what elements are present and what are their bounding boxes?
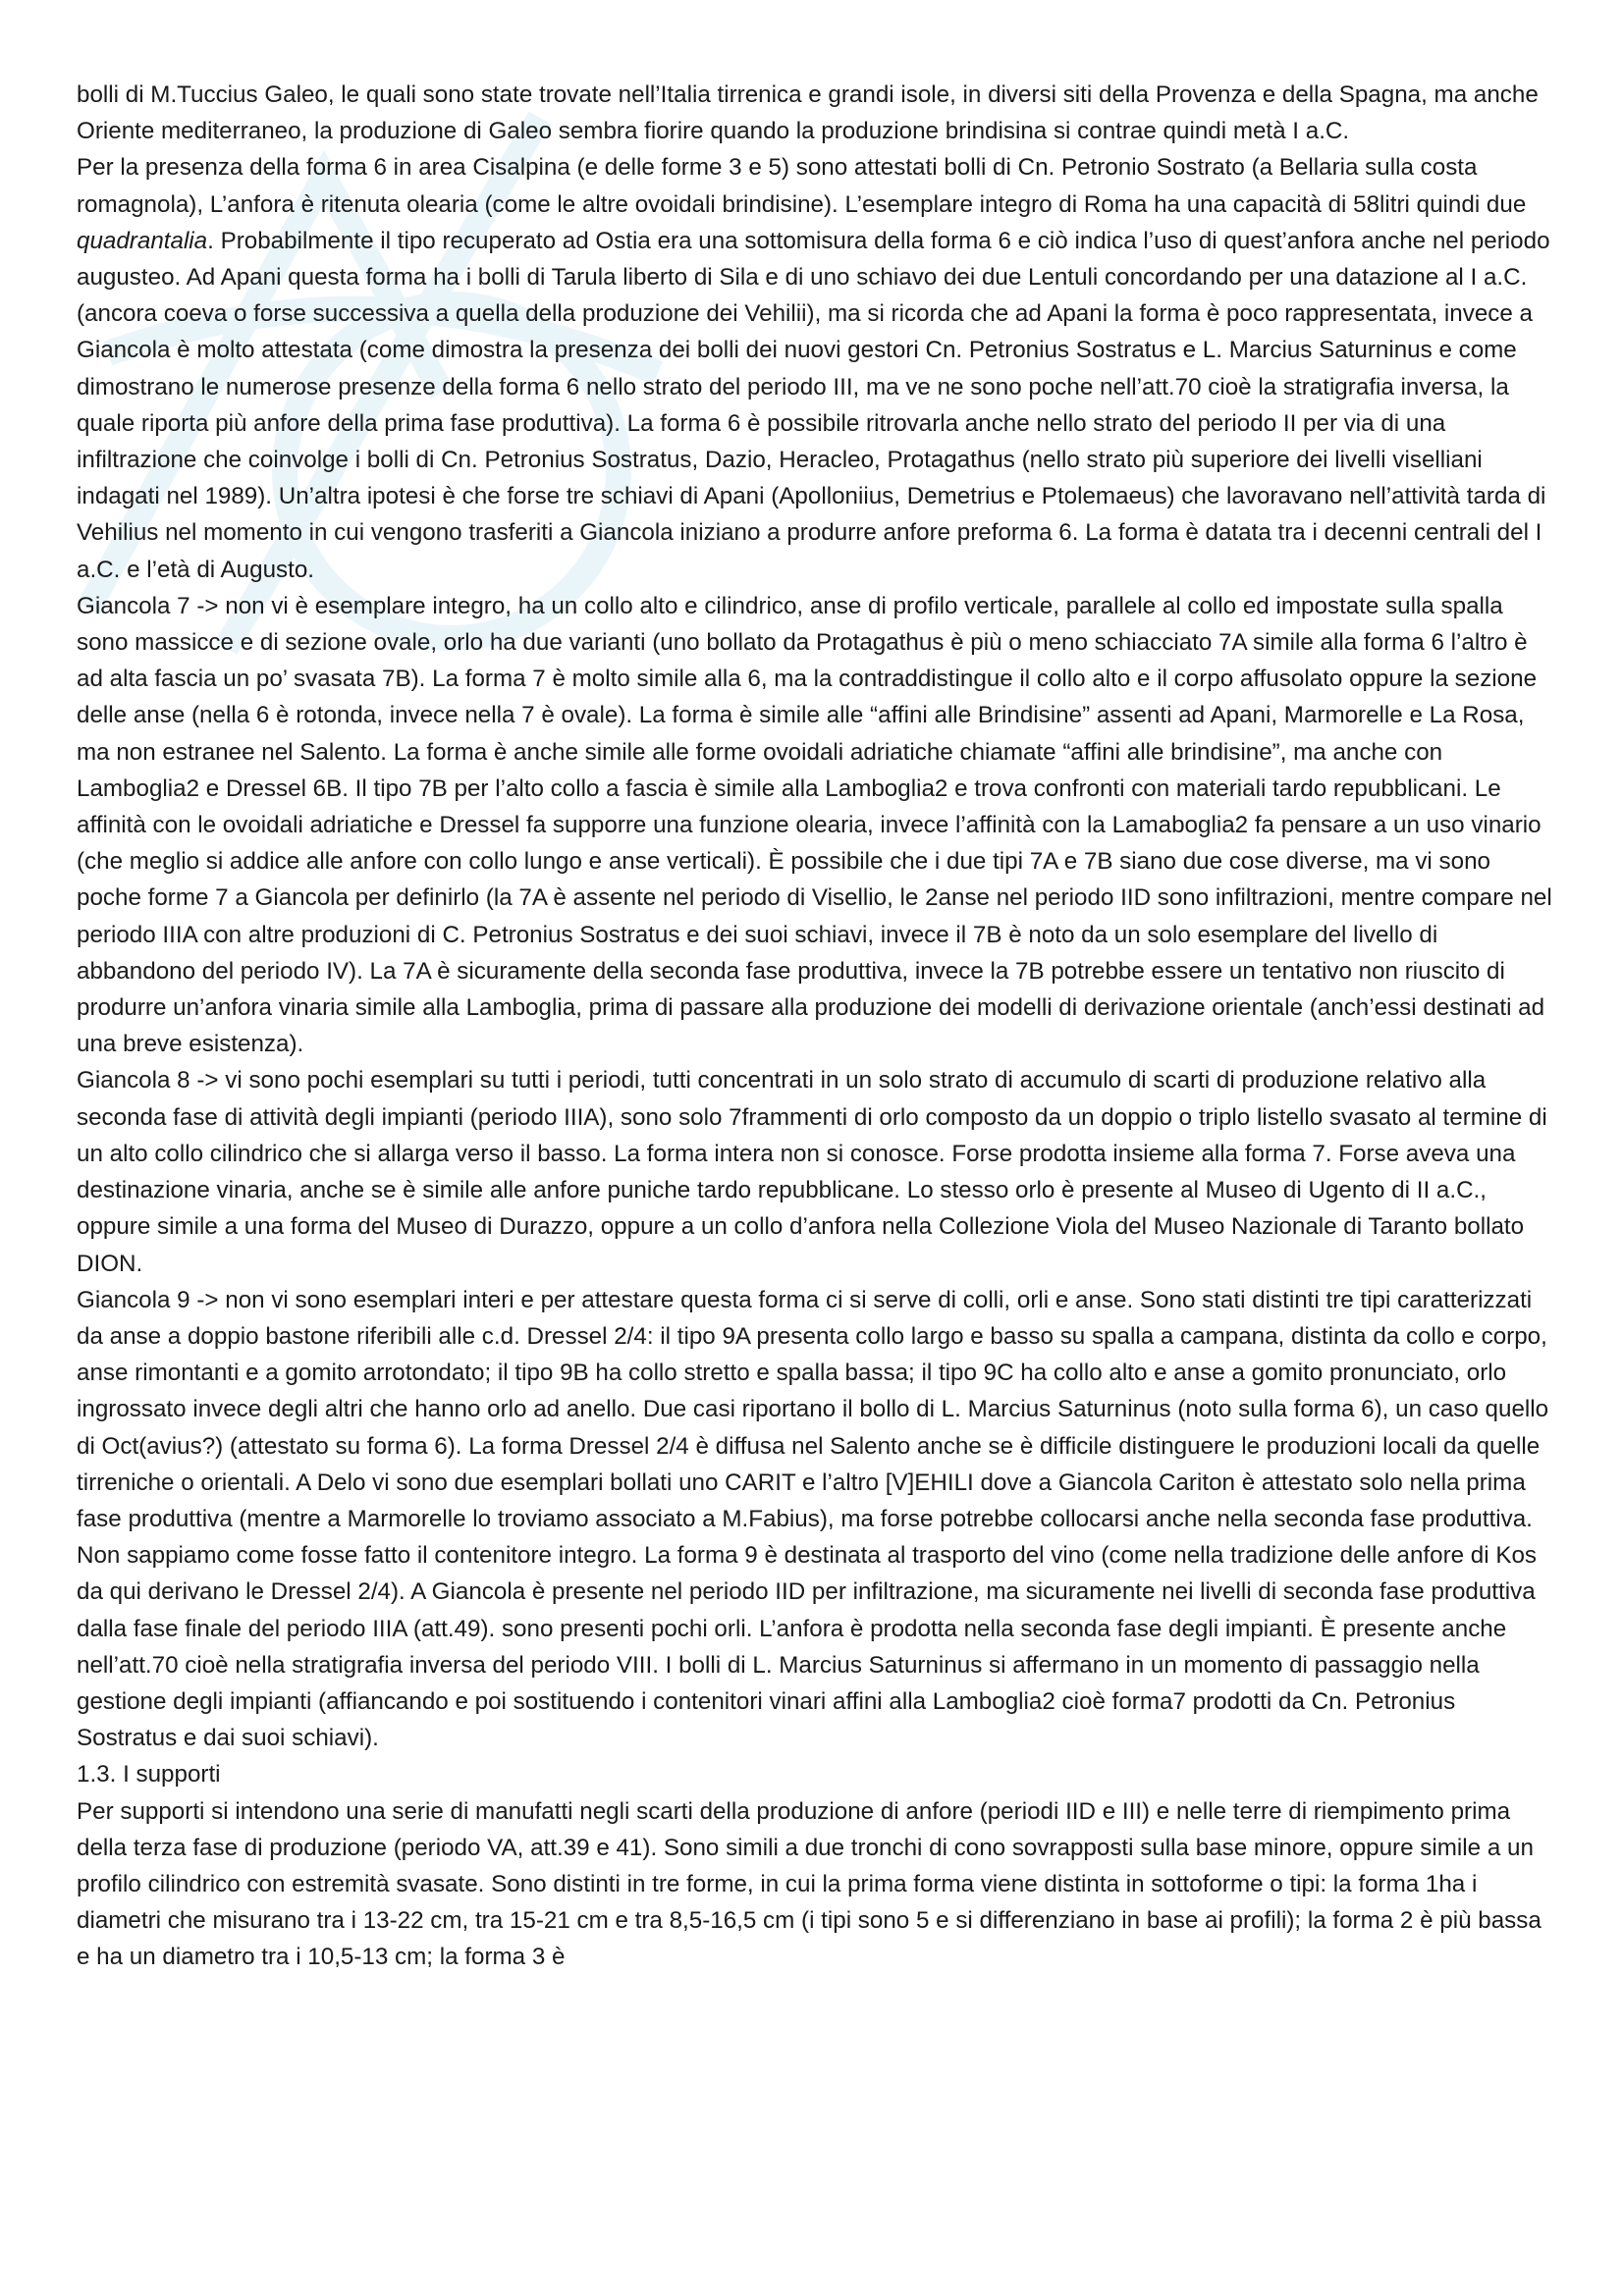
section-heading-supporti: 1.3. I supporti	[77, 1761, 221, 1789]
paragraph-giancola-7: Giancola 7 -> non vi è esemplare integro, ha un collo alto e cilindrico, anse di profilo verticale, parallele al collo ed impostate sulla spalla sono massicce e di sezione ovale, orlo ha due varianti (uno bollato da Protagathus è più o meno schiacciato 7A simile alla forma 6 l’altro è ad alta fascia un po’ svasata 7B). La forma 7 è molto simile alla 6, ma la contraddistingue il collo alto e il corpo affusolato oppure la sezione delle anse (nella 6 è rotonda, invece nella 7 è ovale). La forma è simile alle “affini alle Brindisine” assenti ad Apani, Marmorelle e La Rosa, ma non estranee nel Salento. La forma è anche simile alle forme ovoidali adriatiche chiamate “affini alle brindisine”, ma anche con Lamboglia2 e Dressel 6B. Il tipo 7B per l’alto collo a fascia è simile alla Lamboglia2 e trova confronti con materiali tardo repubblicani. Le affinità con le ovoidali adriatiche e Dressel fa supporre una funzione olearia, invece l’affinità con la Lamaboglia2 fa pensare a un uso vinario (che meglio si addice alle anfore con collo lungo e anse verticali). È possibile che i due tipi 7A e 7B siano due cose diverse, ma vi sono poche forme 7 a Giancola per definirlo (la 7A è assente nel periodo di Visellio, le 2anse nel periodo IID sono infiltrazioni, mentre compare nel periodo IIIA con altre produzioni di C. Petronius Sostratus e dei suoi schiavi, invece il 7B è noto da un solo esemplare del livello di abbandono del periodo IV). La 7A è sicuramente della seconda fase produttiva, invece la 7B potrebbe essere un tentativo non riuscito di produrre un’anfora vinaria simile alla Lamboglia, prima di passare alla produzione dei modelli di derivazione orientale (anch’essi destinati ad una breve esistenza).	[77, 592, 1552, 1058]
paragraph-forma-6-text-b: . Probabilmente il tipo recuperato ad Ostia era una sottomisura della forma 6 e ciò indica l’uso di quest’anfora anche nel periodo augusteo. Ad Apani questa forma ha i bolli di Tarula liberto di Sila e di uno schiavo dei due Lentuli concordando per una datazione al I a.C. (ancora coeva o forse successiva a quella della produzione dei Vehilii), ma si ricorda che ad Apani la forma è poco rappresentata, invece a Giancola è molto attestata (come dimostra la presenza dei bolli dei nuovi gestori Cn. Petronius Sostratus e L. Marcius Saturninus e come dimostrano le numerose presenze della forma 6 nello strato del periodo III, ma ve ne sono poche nell’att.70 cioè la stratigrafia inversa, la quale riporta più anfore della prima fase produttiva). La forma 6 è possibile ritrovarla anche nello strato del periodo II per via di una infiltrazione che coinvolge i bolli di Cn. Petronius Sostratus, Dazio, Heracleo, Protagathus (nello strato più superiore dei livelli viselliani indagati nel 1989). Un’altra ipotesi è che forse tre schiavi di Apani (Apolloniius, Demetrius e Ptolemaeus) che lavoravano nell’attività tarda di Vehilius nel momento in cui vengono trasferiti a Giancola iniziano a produrre anfore preforma 6. La forma è datata tra i decenni centrali del I a.C. e l’età di Augusto.	[77, 227, 1550, 583]
paragraph-forma-6	[77, 149, 1559, 587]
paragraph-giancola-8: Giancola 8 -> vi sono pochi esemplari su tutti i periodi, tutti concentrati in un solo strato di accumulo di scarti di produzione relativo alla seconda fase di attività degli impianti (periodo IIIA), sono solo 7frammenti di orlo composto da un doppio o triplo listello svasato al termine di un alto collo cilindrico che si allarga verso il basso. La forma intera non si conosce. Forse prodotta insieme alla forma 7. Forse aveva una destinazione vinaria, anche se è simile alle anfore puniche tardo repubblicane. Lo stesso orlo è presente al Museo di Ugento di II a.C., oppure simile a una forma del Museo di Durazzo, oppure a un collo d’anfora nella Collezione Viola del Museo Nazionale di Taranto bollato DION.	[77, 1067, 1547, 1277]
paragraph-supporti: Per supporti si intendono una serie di manufatti negli scarti della produzione di anfore (periodi IID e III) e nelle terre di riempimento prima della terza fase di produzione (periodo VA, att.39 e 41). Sono simili a due tronchi di cono sovrapposti sulla base minore, oppure simile a un profilo cilindrico con estremità svasate. Sono distinti in tre forme, in cui la prima forma viene distinta in sottoforme o tipi: la forma 1ha i diametri che misurano tra i 13-22 cm, tra 15-21 cm e tra 8,5-16,5 cm (i tipi sono 5 e si differenziano in base ai profili); la forma 2 è più bassa e ha un diametro tra i 10,5-13 cm; la forma 3 è	[77, 1797, 1542, 1971]
paragraph-forma-6-text-a: Per la presenza della forma 6 in area Cisalpina (e delle forme 3 e 5) sono attestati bolli di Cn. Petronio Sostrato (a Bellaria sulla costa romagnola), L’anfora è ritenuta olearia (come le altre ovoidali brindisine). L’esemplare integro di Roma ha una capacità di 58litri quindi due	[77, 154, 1527, 218]
document-page	[77, 77, 1559, 1976]
paragraph-forma-6-italic-term: quadrantalia	[77, 227, 208, 254]
paragraph-giancola-9: Giancola 9 -> non vi sono esemplari interi e per attestare questa forma ci si serve di colli, orli e anse. Sono stati distinti tre tipi caratterizzati da anse a doppio bastone riferibili alle c.d. Dressel 2/4: il tipo 9A presenta collo largo e basso su spalla a campana, distinta da collo e corpo, anse rimontanti e a gomito arrotondato; il tipo 9B ha collo stretto e spalla bassa; il tipo 9C ha collo alto e anse a gomito pronunciato, orlo ingrossato invece degli altri che hanno orlo ad anello. Due casi riportano il bollo di L. Marcius Saturninus (noto sulla forma 6), un caso quello di Oct(avius?) (attestato su forma 6). La forma Dressel 2/4 è diffusa nel Salento anche se è difficile distinguere le produzioni locali da quelle tirreniche o orientali. A Delo vi sono due esemplari bollati uno CARIT e l’altro [V]EHILI dove a Giancola Cariton è attestato solo nella prima fase produttiva (mentre a Marmorelle lo troviamo associato a M.Fabius), ma forse potrebbe collocarsi anche nella seconda fase produttiva. Non sappiamo come fosse fatto il contenitore integro. La forma 9 è destinata al trasporto del vino (come nella tradizione delle anfore di Kos da qui derivano le Dressel 2/4). A Giancola è presente nel periodo IID per infiltrazione, ma sicuramente nei livelli di seconda fase produttiva dalla fase finale del periodo IIIA (att.49). sono presenti pochi orli. L’anfora è prodotta nella seconda fase degli impianti. È presente anche nell’att.70 cioè nella stratigrafia inversa del periodo VIII. I bolli di L. Marcius Saturninus si affermano in un momento di passaggio nella gestione degli impianti (affiancando e poi sostituendo i contenitori vinari affini alla Lamboglia2 cioè forma7 prodotti da Cn. Petronius Sostratus e dai suoi schiavi).	[77, 1286, 1549, 1752]
paragraph-galeo-stamps: bolli di M.Tuccius Galeo, le quali sono state trovate nell’Italia tirrenica e grandi isole, in diversi siti della Provenza e della Spagna, ma anche Oriente mediterraneo, la produzione di Galeo sembra fiorire quando la produzione brindisina si contrae quindi metà I a.C.	[77, 81, 1539, 145]
